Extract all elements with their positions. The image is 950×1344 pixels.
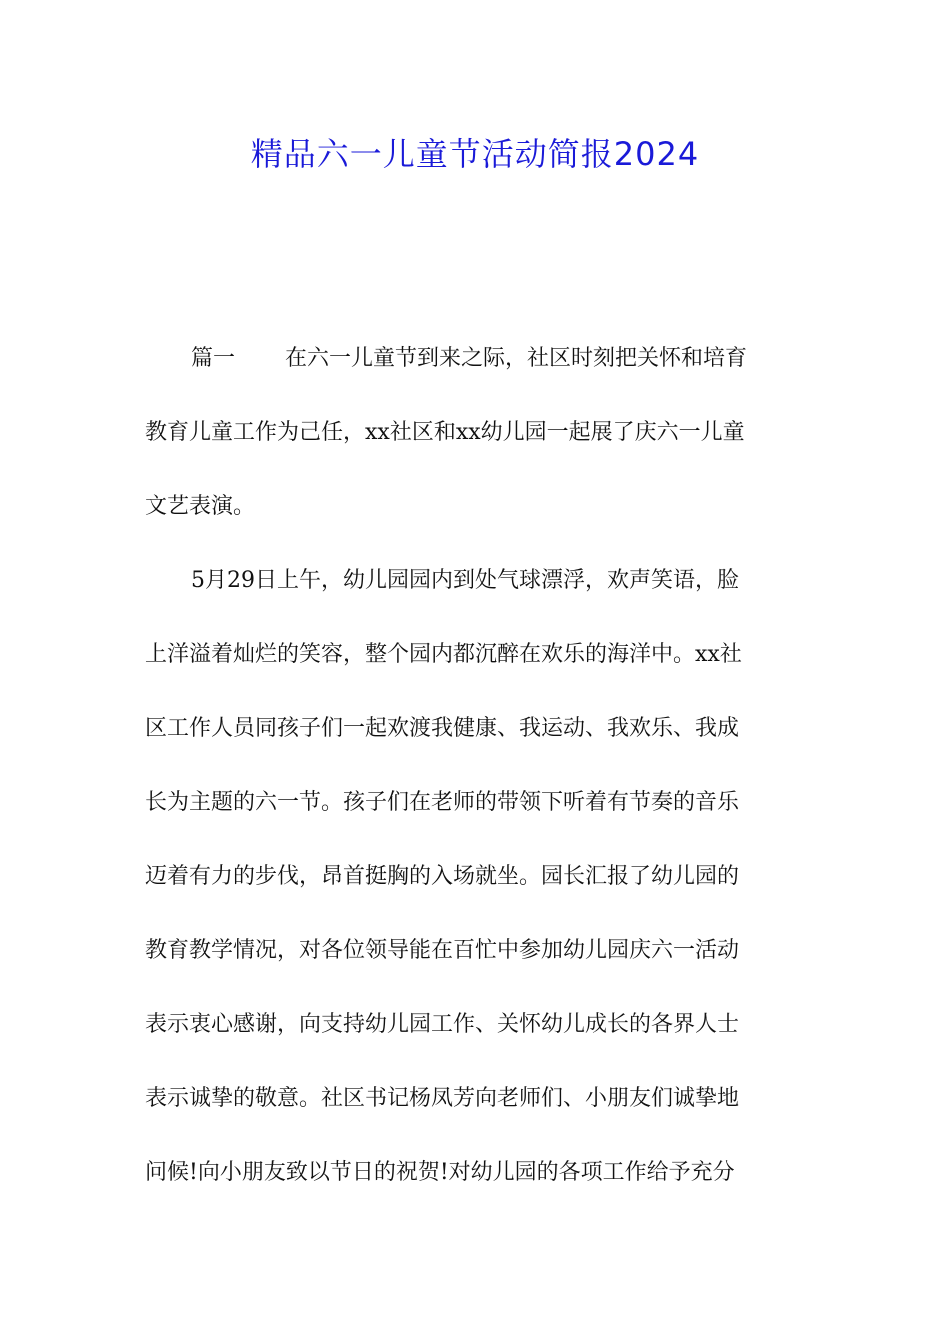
paragraph-line: 教育教学情况，对各位领导能在百忙中参加幼儿园庆六一活动 xyxy=(145,938,740,963)
paragraph-line-text: 在六一儿童节到来之际，社区时刻把关怀和培育 xyxy=(285,346,748,371)
paragraph-line xyxy=(145,322,805,396)
section-label: 篇一 xyxy=(191,346,236,371)
paragraph-line: 教育儿童工作为己任，xx社区和xx幼儿园一起展了庆六一儿童 xyxy=(145,420,745,445)
paragraph-line: 上洋溢着灿烂的笑容，整个园内都沉醉在欢乐的海洋中。xx社 xyxy=(145,642,742,667)
paragraph-2 xyxy=(145,544,805,1210)
document-title: 精品六一儿童节活动简报2024 xyxy=(250,135,700,173)
paragraph-line: 长为主题的六一节。孩子们在老师的带领下听着有节奏的音乐 xyxy=(145,790,740,815)
paragraph-line: 表示衷心感谢，向支持幼儿园工作、关怀幼儿成长的各界人士 xyxy=(145,1012,740,1037)
paragraph-line: 迈着有力的步伐，昂首挺胸的入场就坐。园长汇报了幼儿园的 xyxy=(145,864,740,889)
paragraph-line: 表示诚挚的敬意。社区书记杨凤芳向老师们、小朋友们诚挚地 xyxy=(145,1086,740,1111)
paragraph-line: 文艺表演。 xyxy=(145,494,256,519)
paragraph-line: 区工作人员同孩子们一起欢渡我健康、我运动、我欢乐、我成 xyxy=(145,716,740,741)
paragraph-1 xyxy=(145,322,805,544)
paragraph-line: 5月29日上午，幼儿园园内到处气球漂浮，欢声笑语，脸 xyxy=(191,568,739,593)
paragraph-line: 问候!向小朋友致以节日的祝贺!对幼儿园的各项工作给予充分 xyxy=(145,1160,735,1185)
